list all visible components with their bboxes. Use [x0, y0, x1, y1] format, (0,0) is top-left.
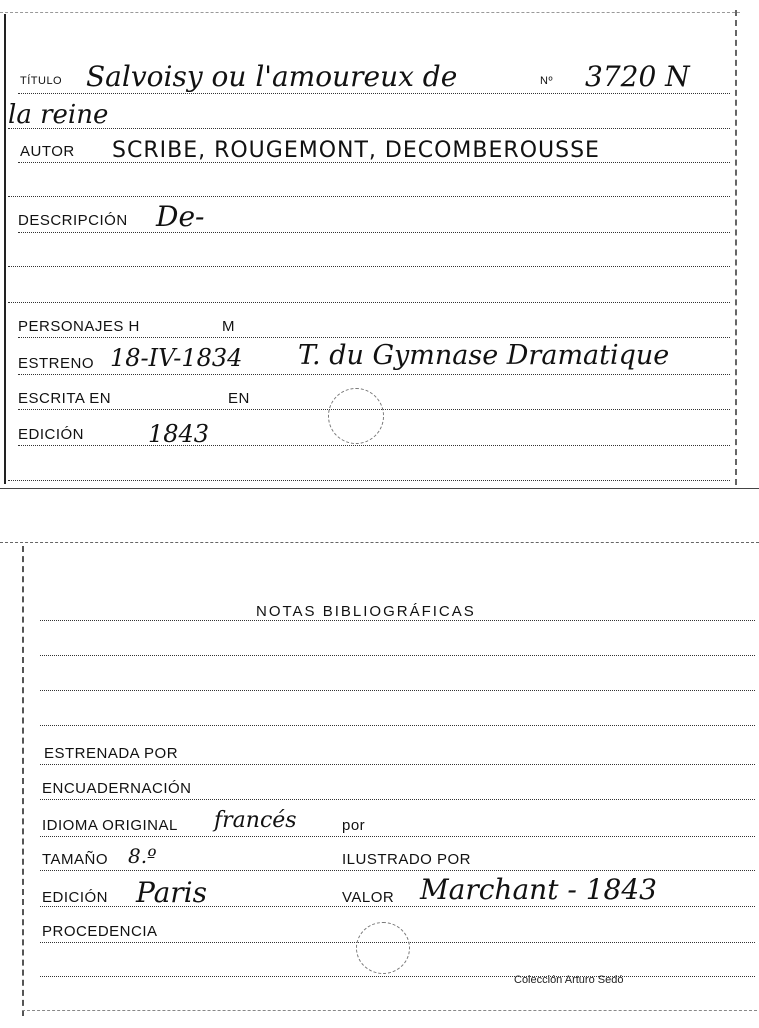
- tamano-label: TAMAÑO: [42, 851, 109, 868]
- notas-line-2: [40, 655, 755, 656]
- valor-value: Marchant - 1843: [420, 873, 657, 906]
- procedencia-label: PROCEDENCIA: [42, 923, 158, 940]
- estreno-date: 18-IV-1834: [110, 344, 243, 372]
- card-top-edge: [0, 12, 740, 13]
- estreno-label: ESTRENO: [18, 355, 95, 372]
- blank-line-2: [8, 266, 730, 267]
- catalog-card-front: [0, 0, 759, 492]
- idioma-line: [40, 836, 755, 837]
- titulo-value-line2: la reine: [8, 100, 109, 130]
- valor-label: VALOR: [342, 889, 395, 906]
- blank-line-3: [8, 302, 730, 303]
- autor-value: SCRIBE, ROUGEMONT, DECOMBEROUSSE: [112, 138, 600, 163]
- coleccion-credit: Colección Arturo Sedó: [514, 974, 624, 986]
- tamano-line: [40, 870, 755, 871]
- encuadernacion-line: [40, 799, 755, 800]
- numero-value: 3720 N: [585, 60, 690, 93]
- estreno-place: T. du Gymnase Dramatique: [298, 340, 670, 371]
- edicion-label-back: EDICIÓN: [42, 889, 109, 906]
- edicion-label: EDICIÓN: [18, 426, 85, 443]
- descripcion-label: DESCRIPCIÓN: [18, 212, 128, 229]
- estrenada-line: [40, 764, 755, 765]
- numero-label: Nº: [540, 75, 553, 87]
- escrita-en-label: EN: [228, 390, 250, 407]
- titulo-line: [18, 93, 730, 94]
- stamp-circle: [328, 388, 384, 444]
- descripcion-value: De-: [156, 200, 205, 233]
- blank-line-1: [8, 196, 730, 197]
- edicion-line: [18, 445, 730, 446]
- notas-line-4: [40, 725, 755, 726]
- edicion-line-back: [40, 906, 755, 907]
- stamp-circle-back: [356, 922, 410, 974]
- estrenada-label: ESTRENADA POR: [44, 745, 179, 762]
- idioma-label: IDIOMA ORIGINAL: [42, 817, 178, 834]
- titulo-value: Salvoisy ou l'amoureux de: [86, 60, 458, 93]
- tamano-value: 8.º: [128, 844, 157, 868]
- escrita-label: ESCRITA EN: [18, 390, 112, 407]
- por-label: por: [342, 817, 366, 834]
- encuadernacion-label: ENCUADERNACIÓN: [42, 780, 192, 797]
- personajes-line: [18, 337, 730, 338]
- edicion-value-back: Paris: [136, 876, 207, 909]
- autor-line: [18, 162, 730, 163]
- estreno-line: [18, 374, 730, 375]
- idioma-value: francés: [214, 808, 297, 833]
- notas-line-3: [40, 690, 755, 691]
- card-edge-left-back: [22, 546, 24, 1016]
- autor-label: AUTOR: [20, 143, 75, 160]
- edicion-value: 1843: [148, 420, 210, 448]
- card-bottom-edge-back: [22, 1010, 757, 1011]
- titulo-line-2: [8, 128, 730, 129]
- card-bottom-edge: [0, 488, 759, 489]
- ilustrado-label: ILUSTRADO POR: [342, 851, 472, 868]
- descripcion-line: [18, 232, 730, 233]
- card-edge-left: [4, 14, 6, 484]
- card-edge-right: [735, 10, 737, 485]
- notas-heading: NOTAS BIBLIOGRÁFICAS: [256, 603, 476, 620]
- notas-line-last: [40, 976, 755, 977]
- blank-line-4: [8, 480, 730, 481]
- catalog-card-back: [0, 540, 759, 1028]
- card-top-edge-back: [0, 542, 759, 543]
- personajes-label: PERSONAJES H: [18, 318, 140, 335]
- notas-line-1: [40, 620, 755, 621]
- titulo-label: TÍTULO: [20, 75, 63, 87]
- personajes-m-label: M: [222, 318, 235, 335]
